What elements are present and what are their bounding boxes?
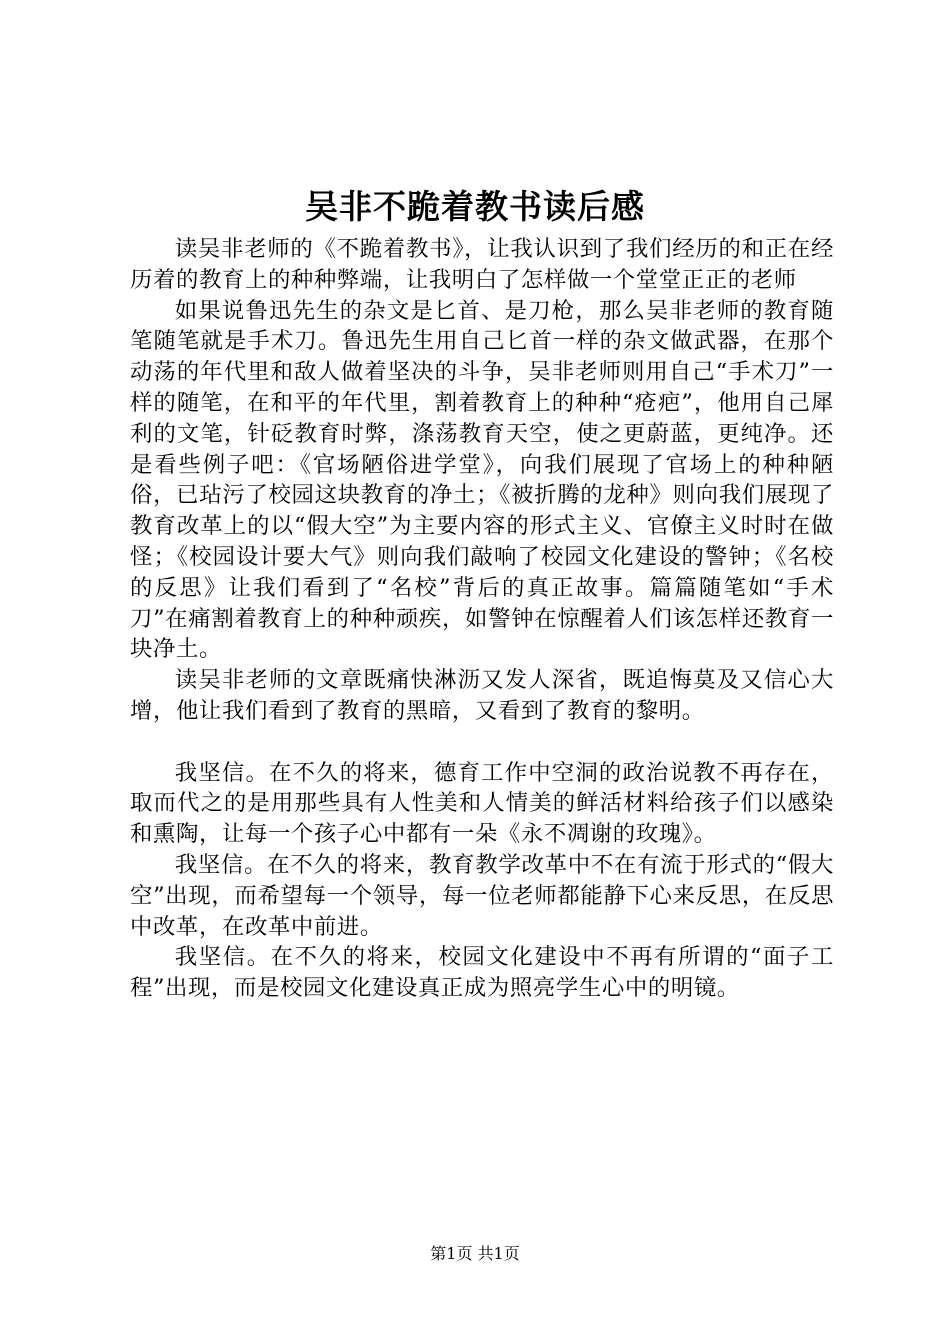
paragraph-2: 如果说鲁迅先生的杂文是匕首、是刀枪，那么吴非老师的教育随笔随笔就是手术刀。鲁迅先生用自己匕首一样的杂文做武器，在那个动荡的年代里和敌人做着坚决的斗争，吴非老师则用自己“手术刀”一样的随笔，在和平的年代里，割着教育上的种种“疮疤”，他用自己犀利的文笔，针砭教育时弊，涤荡教育天空，使之更蔚蓝，更纯净。还是看些例子吧：《官场陋俗进学堂》，向我们展现了官场上的种种陋俗，已玷污了校园这块教育的净土；《被折腾的龙种》则向我们展现了教育改革上的以“假大空”为主要内容的形式主义、官僚主义时时在做怪；《校园设计要大气》则向我们敲响了校园文化建设的警钟；《名校的反思》让我们看到了“名校”背后的真正故事。篇篇随笔如“手术刀”在痛割着教育上的种种顽疾，如警钟在惊醒着人们该怎样还教育一块净土。 [130,297,834,663]
document-body [130,234,834,1004]
document-title: 吴非不跪着教书读后感 [305,187,645,226]
paragraph-3: 读吴非老师的文章既痛快淋沥又发人深省，既追悔莫及又信心大增，他让我们看到了教育的黑暗，又看到了教育的黎明。 [130,667,834,724]
page-footer: 第1页 共1页 [430,1244,520,1263]
paragraph-6: 我坚信。在不久的将来，校园文化建设中不再有所谓的“面子工程”出现，而是校园文化建设真正成为照亮学生心中的明镜。 [130,944,834,1002]
paragraph-4: 我坚信。在不久的将来，德育工作中空洞的政治说教不再存在，取而代之的是用那些具有人性美和人情美的鲜活材料给孩子们以感染和熏陶，让每一个孩子心中都有一朵《永不凋谢的玫瑰》。 [130,759,834,848]
paragraph-5: 我坚信。在不久的将来，教育教学改革中不在有流于形式的“假大空”出现，而希望每一个领导，每一位老师都能静下心来反思，在反思中改革，在改革中前进。 [130,851,834,940]
paragraph-1: 读吴非老师的《不跪着教书》，让我认识到了我们经历的和正在经历着的教育上的种种弊端，让我明白了怎样做一个堂堂正正的老师 [130,236,834,293]
